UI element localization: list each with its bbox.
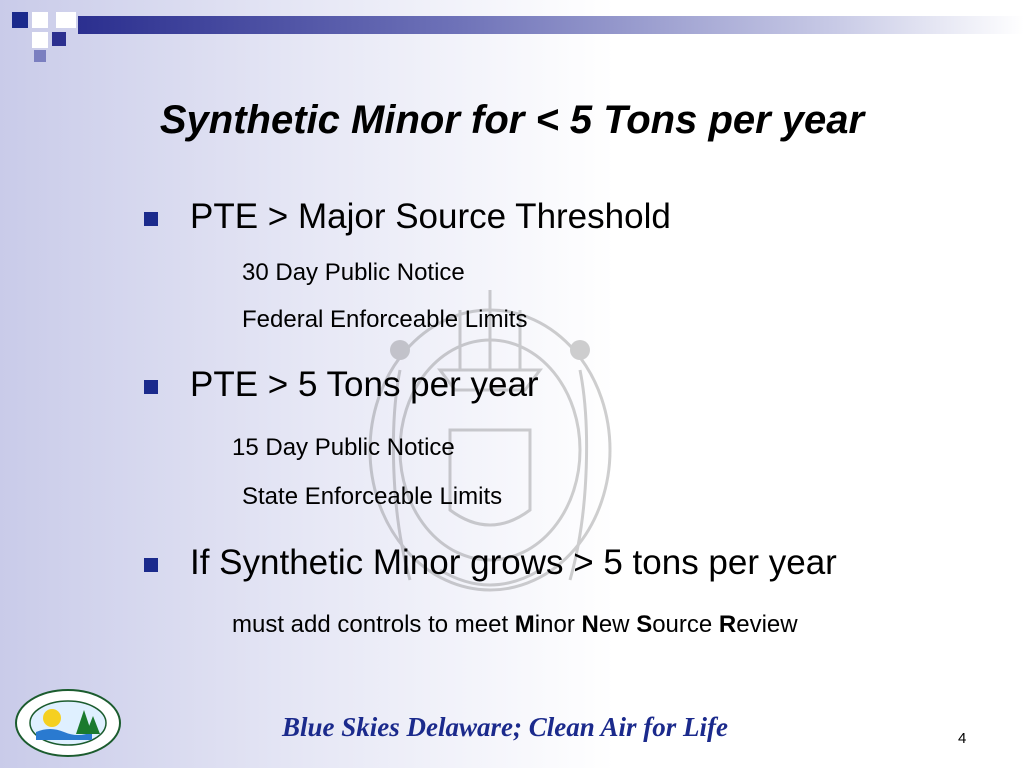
sub-point: State Enforceable Limits <box>242 483 503 510</box>
corner-square <box>56 12 76 28</box>
sub-point: 30 Day Public Notice <box>242 259 465 286</box>
corner-square <box>52 32 66 46</box>
corner-square <box>34 50 46 62</box>
bullet-text: PTE > 5 Tons per year <box>190 365 539 404</box>
text-run: inor <box>534 611 582 638</box>
text-run-bold: N <box>581 611 599 638</box>
square-bullet-icon <box>144 558 158 572</box>
footer-slogan: Blue Skies Delaware; Clean Air for Life <box>282 712 728 742</box>
header-stripe <box>78 16 1024 34</box>
sub-point-rich <box>232 611 798 639</box>
text-run: ource <box>652 611 719 638</box>
text-run: eview <box>736 611 798 638</box>
text-run-bold: S <box>636 611 653 638</box>
sub-point: Federal Enforceable Limits <box>242 306 528 333</box>
slide-title: Synthetic Minor for < 5 Tons per year <box>159 98 865 142</box>
square-bullet-icon <box>144 380 158 394</box>
text-run-bold: M <box>514 611 535 638</box>
sub-point: 15 Day Public Notice <box>232 434 455 461</box>
bullet-text: If Synthetic Minor grows > 5 tons per year <box>190 543 837 582</box>
text-run: ew <box>598 611 637 638</box>
page-number: 4 <box>958 730 967 747</box>
text-run-bold: R <box>718 611 737 638</box>
corner-square <box>12 12 28 28</box>
corner-square <box>32 12 48 28</box>
corner-decoration <box>0 0 1024 70</box>
bullet-text: PTE > Major Source Threshold <box>190 197 671 236</box>
text-run: must add controls to meet <box>232 611 515 638</box>
corner-square <box>32 32 48 48</box>
square-bullet-icon <box>144 212 158 226</box>
